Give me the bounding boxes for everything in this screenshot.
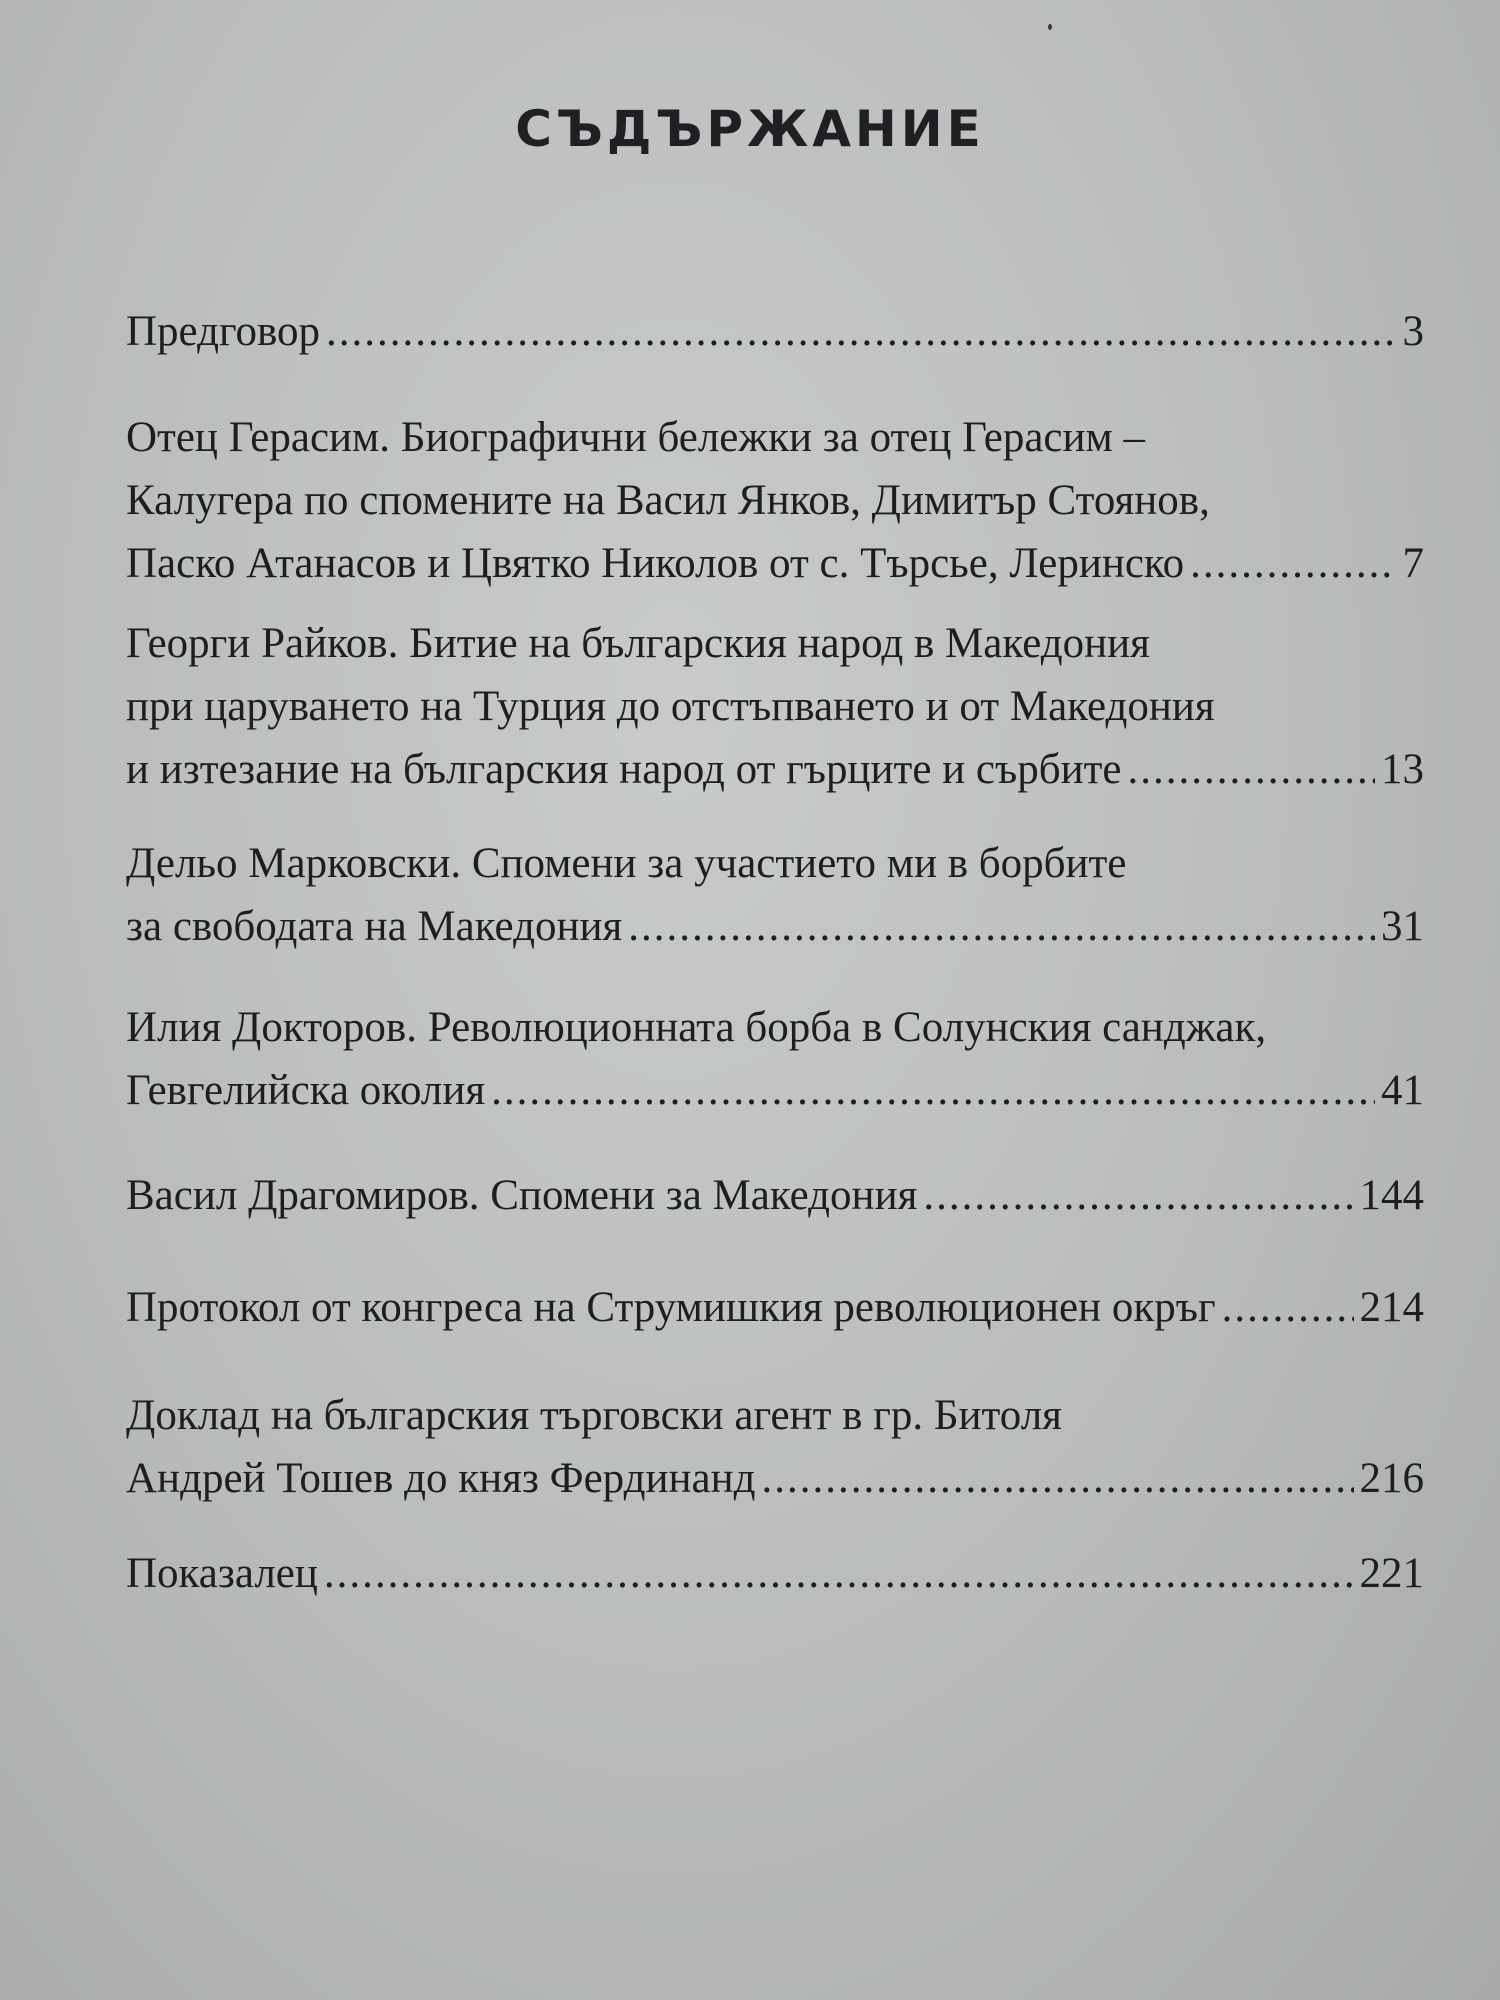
toc-entry-doklad [126,1384,1424,1510]
toc-entry-line: Паско Атанасов и Цвятко Николов от с. Търсье, Леринско [126,540,1185,587]
toc-entry-line: Андрей Тошев до княз Фердинанд [126,1455,756,1502]
toc-entry-line: при царуването на Турция до отстъпването и от Македония [126,683,1215,730]
page-number: 13 [1381,746,1424,793]
dot-leader [324,1542,1354,1605]
toc-entry-line: Показалец [126,1550,318,1597]
page-title: СЪДЪРЖАНИЕ [515,100,985,158]
toc-entry-line: Гевгелийска околия [126,1067,486,1114]
page-number: 41 [1381,1067,1424,1114]
page-number: 7 [1402,540,1424,587]
toc-entry-line: Илия Докторов. Революционната борба в Солунския санджак, [126,1004,1267,1051]
ink-speck [1048,24,1052,30]
toc-entry-line: Георги Райков. Битие на българския народ в Македония [126,620,1150,667]
dot-leader [491,1059,1375,1122]
toc-entry-index [126,1542,1424,1605]
toc-entry-delyo-markovski [126,832,1424,958]
toc-entry-line: Предговор [126,308,321,355]
toc-entry-georgi-raykov [126,612,1424,801]
toc-entry-preface [126,300,1424,363]
dot-leader [326,300,1396,363]
toc-entry-otec-gerasim [126,406,1424,595]
dot-leader [1222,1276,1354,1339]
page-number: 214 [1359,1284,1424,1331]
toc-entry-line: Дельо Марковски. Спомени за участието ми в борбите [126,840,1127,887]
toc-entry-line: Калугера по спомените на Васил Янков, Димитър Стоянов, [126,477,1210,524]
page-number: 144 [1359,1172,1424,1219]
toc-entry-vasil-dragomirov [126,1164,1424,1227]
toc-entry-line: Доклад на българския търговски агент в гр. Битоля [126,1392,1062,1439]
toc-entry-line: Отец Герасим. Биографични бележки за отец Герасим – [126,414,1145,461]
page-number: 3 [1402,308,1424,355]
toc-entry-line: Протокол от конгреса на Струмишкия революционен окръг [126,1284,1216,1331]
toc-entry-protokol [126,1276,1424,1339]
dot-leader [628,895,1375,958]
toc-entry-line: Васил Драгомиров. Спомени за Македония [126,1172,918,1219]
toc-entry-iliya-doktorov [126,996,1424,1122]
page-number: 221 [1359,1550,1424,1597]
dot-leader [761,1447,1353,1510]
dot-leader [1190,532,1396,595]
toc-entry-line: за свободата на Македония [126,903,623,950]
page-number: 31 [1381,903,1424,950]
toc-entry-line: и изтезание на българския народ от гърците и сърбите [126,746,1122,793]
dot-leader [923,1164,1353,1227]
page-number: 216 [1359,1455,1424,1502]
dot-leader [1128,738,1375,801]
